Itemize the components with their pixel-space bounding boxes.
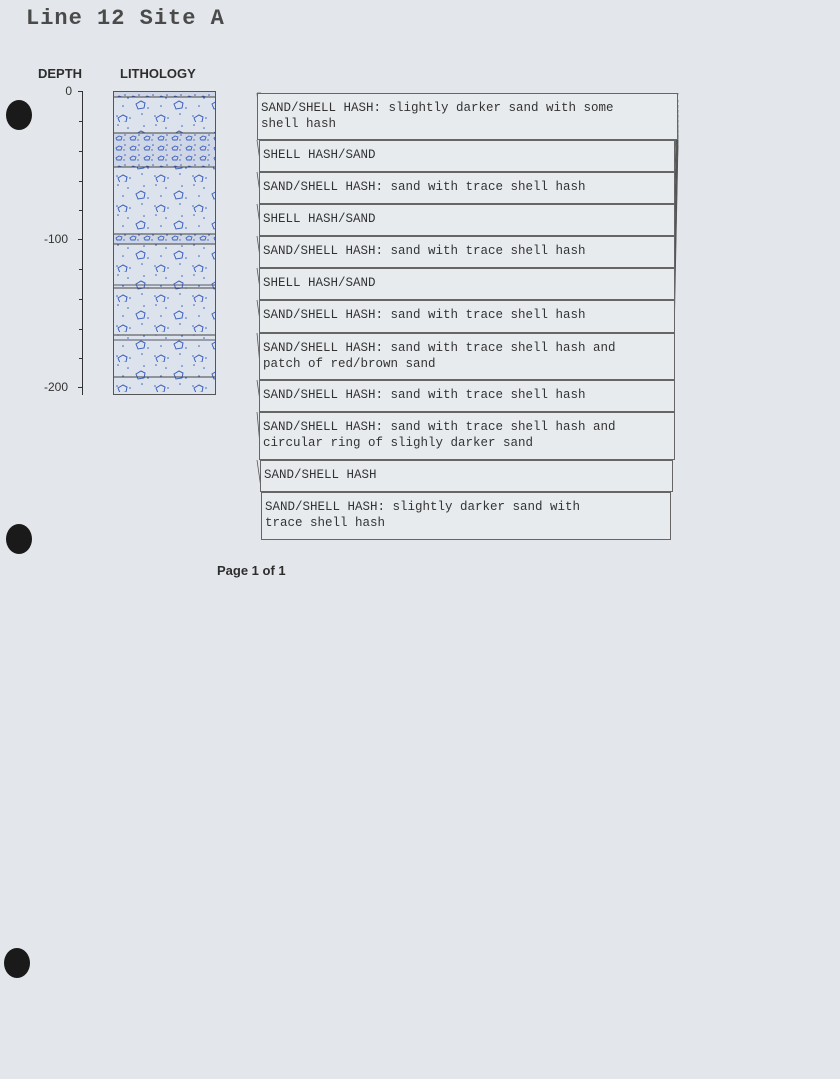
description-box-2: SHELL HASH/SAND <box>259 140 675 172</box>
depth-tick-major <box>78 239 83 240</box>
lithology-header: LITHOLOGY <box>120 66 196 81</box>
description-box-12: SAND/SHELL HASH: slightly darker sand with trace shell hash <box>261 492 671 540</box>
depth-axis <box>82 91 83 395</box>
depth-tick-major <box>78 91 83 92</box>
depth-label-0: 0 <box>65 84 72 98</box>
depth-tick-minor <box>79 151 83 152</box>
depth-tick-minor <box>79 299 83 300</box>
depth-tick-minor <box>79 358 83 359</box>
lithology-column <box>113 91 216 395</box>
page-number: Page 1 of 1 <box>217 563 286 578</box>
description-box-5: SAND/SHELL HASH: sand with trace shell hash <box>259 236 675 268</box>
depth-label-200: -200 <box>43 380 68 394</box>
depth-tick-major <box>78 387 83 388</box>
depth-tick-minor <box>79 210 83 211</box>
depth-label-100: -100 <box>43 232 68 246</box>
depth-tick-minor <box>79 269 83 270</box>
description-box-8: SAND/SHELL HASH: sand with trace shell hash and patch of red/brown sand <box>259 333 675 380</box>
page-title: Line 12 Site A <box>26 6 225 31</box>
description-box-9: SAND/SHELL HASH: sand with trace shell hash <box>259 380 675 412</box>
description-box-4: SHELL HASH/SAND <box>259 204 675 236</box>
punch-hole-middle <box>6 524 32 554</box>
depth-header: DEPTH <box>38 66 83 81</box>
description-box-7: SAND/SHELL HASH: sand with trace shell hash <box>259 300 675 333</box>
depth-tick-minor <box>79 121 83 122</box>
depth-tick-minor <box>79 181 83 182</box>
description-box-11: SAND/SHELL HASH <box>260 460 673 492</box>
depth-tick-minor <box>79 329 83 330</box>
description-box-6: SHELL HASH/SAND <box>259 268 675 300</box>
lithology-pattern <box>114 92 216 395</box>
description-box-3: SAND/SHELL HASH: sand with trace shell hash <box>259 172 675 204</box>
description-box-10: SAND/SHELL HASH: sand with trace shell hash and circular ring of slighly darker sand <box>259 412 675 460</box>
description-box-1: SAND/SHELL HASH: slightly darker sand with some shell hash <box>257 93 678 140</box>
punch-hole-top <box>6 100 32 130</box>
punch-hole-bottom <box>4 948 30 978</box>
